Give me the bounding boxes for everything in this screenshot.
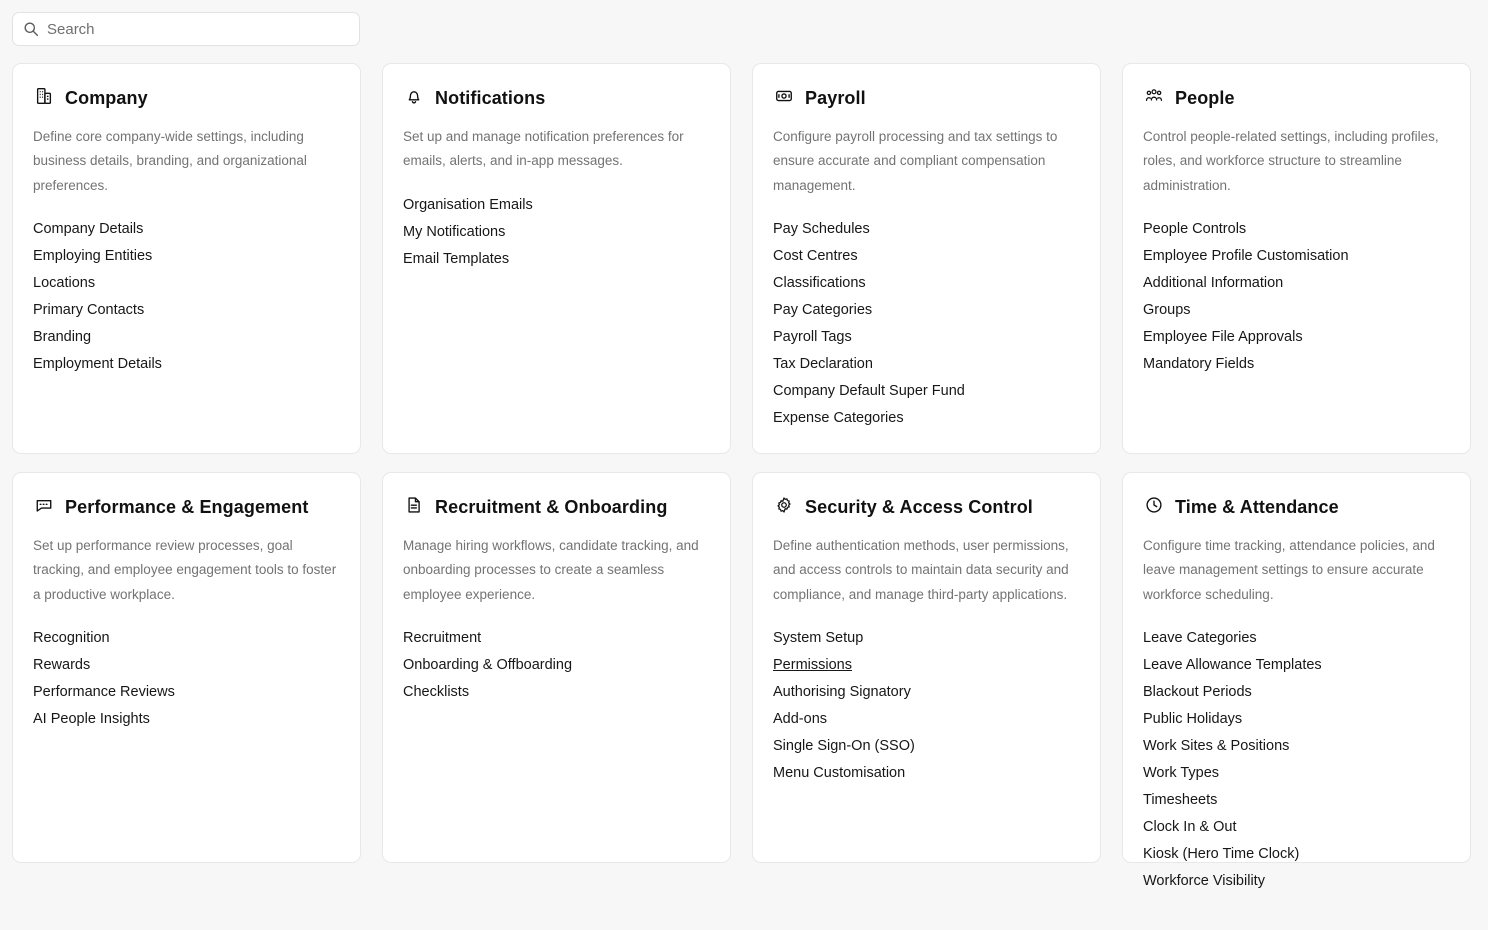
list-item[interactable]: Leave Allowance Templates <box>1143 657 1322 674</box>
list-item[interactable]: Leave Categories <box>1143 630 1257 647</box>
settings-card-security-access-control <box>752 472 1101 863</box>
settings-card-recruitment-onboarding <box>382 472 731 863</box>
list-item[interactable]: People Controls <box>1143 221 1247 238</box>
list-item[interactable]: Performance Reviews <box>33 684 175 701</box>
card-header <box>403 493 710 522</box>
list-item[interactable]: Permissions <box>773 657 852 674</box>
settings-card-time-attendance <box>1122 472 1471 890</box>
list-item[interactable]: System Setup <box>773 630 864 647</box>
settings-card-people <box>1122 63 1471 454</box>
list-item[interactable]: Tax Declaration <box>773 356 873 373</box>
list-item[interactable]: Email Templates <box>403 250 510 267</box>
card-link-list <box>773 216 1080 432</box>
card-link-list <box>403 192 710 273</box>
list-item[interactable]: Employee Profile Customisation <box>1143 248 1349 265</box>
list-item[interactable]: Employing Entities <box>33 248 153 265</box>
clock-icon <box>1143 494 1165 516</box>
list-item[interactable]: Mandatory Fields <box>1143 356 1255 373</box>
list-item[interactable]: Recruitment <box>403 630 482 647</box>
card-header <box>773 493 1080 522</box>
list-item[interactable]: Workforce Visibility <box>1143 873 1265 890</box>
list-item[interactable]: Employment Details <box>33 356 162 373</box>
list-item[interactable]: Company Details <box>33 221 144 238</box>
card-title: Company <box>65 88 148 108</box>
list-item[interactable]: Single Sign-On (SSO) <box>773 738 915 755</box>
list-item[interactable]: Authorising Signatory <box>773 684 911 701</box>
card-title: Performance & Engagement <box>65 497 309 517</box>
card-link-list <box>33 216 340 378</box>
card-header <box>773 84 1080 113</box>
list-item[interactable]: Classifications <box>773 275 866 292</box>
list-item[interactable]: Cost Centres <box>773 248 858 265</box>
list-item[interactable]: Onboarding & Offboarding <box>403 657 573 674</box>
list-item[interactable]: Locations <box>33 275 96 292</box>
list-item[interactable]: Clock In & Out <box>1143 819 1237 836</box>
search-icon <box>23 21 39 37</box>
card-title: Recruitment & Onboarding <box>435 497 668 517</box>
card-header <box>33 493 340 522</box>
card-description: Configure time tracking, attendance policies, and leave management settings to ensure accurate workforce scheduling. <box>1143 537 1435 602</box>
list-item[interactable]: Checklists <box>403 684 470 701</box>
list-item[interactable]: Timesheets <box>1143 792 1218 809</box>
card-description: Set up and manage notification preferences for emails, alerts, and in-app messages. <box>403 128 684 169</box>
settings-card-notifications <box>382 63 731 454</box>
settings-card-performance-engagement <box>12 472 361 863</box>
card-link-list <box>403 625 710 706</box>
list-item[interactable]: Primary Contacts <box>33 302 145 319</box>
list-item[interactable]: Blackout Periods <box>1143 684 1252 701</box>
building-icon <box>33 85 55 107</box>
list-item[interactable]: AI People Insights <box>33 711 150 728</box>
card-link-list <box>1143 625 1450 895</box>
list-item[interactable]: Employee File Approvals <box>1143 329 1303 346</box>
card-title: Payroll <box>805 88 866 108</box>
bell-icon <box>403 85 425 107</box>
list-item[interactable]: Pay Schedules <box>773 221 870 238</box>
settings-card-grid <box>12 63 1476 890</box>
card-description: Control people-related settings, including profiles, roles, and workforce structure to streamline administration. <box>1143 128 1439 193</box>
list-item[interactable]: Menu Customisation <box>773 765 906 782</box>
card-header <box>33 84 340 113</box>
card-title: People <box>1175 88 1235 108</box>
list-item[interactable]: My Notifications <box>403 223 506 240</box>
search-input[interactable] <box>47 13 349 45</box>
card-description: Define authentication methods, user permissions, and access controls to maintain data security and compliance, and manage third-party applications. <box>773 537 1069 602</box>
list-item[interactable]: Kiosk (Hero Time Clock) <box>1143 846 1300 863</box>
card-link-list <box>33 625 340 733</box>
card-header <box>403 84 710 113</box>
list-item[interactable]: Company Default Super Fund <box>773 383 965 400</box>
settings-card-payroll <box>752 63 1101 454</box>
gear-icon <box>773 494 795 516</box>
list-item[interactable]: Organisation Emails <box>403 196 533 213</box>
list-item[interactable]: Rewards <box>33 657 91 674</box>
list-item[interactable]: Pay Categories <box>773 302 873 319</box>
card-title: Notifications <box>435 88 546 108</box>
list-item[interactable]: Add-ons <box>773 711 828 728</box>
list-item[interactable]: Payroll Tags <box>773 329 852 346</box>
list-item[interactable]: Branding <box>33 329 92 346</box>
card-title: Time & Attendance <box>1175 497 1339 517</box>
money-icon <box>773 85 795 107</box>
list-item[interactable]: Additional Information <box>1143 275 1284 292</box>
list-item[interactable]: Work Sites & Positions <box>1143 738 1290 755</box>
card-description: Configure payroll processing and tax settings to ensure accurate and compliant compensation management. <box>773 128 1058 193</box>
list-item[interactable]: Expense Categories <box>773 410 904 427</box>
card-link-list <box>1143 216 1450 378</box>
list-item[interactable]: Work Types <box>1143 765 1220 782</box>
card-link-list <box>773 625 1080 787</box>
chat-icon <box>33 494 55 516</box>
list-item[interactable]: Groups <box>1143 302 1191 319</box>
search-field-container[interactable] <box>12 12 360 46</box>
settings-card-company <box>12 63 361 454</box>
card-description: Manage hiring workflows, candidate tracking, and onboarding processes to create a seamless employee experience. <box>403 537 699 602</box>
card-description: Define core company-wide settings, including business details, branding, and organizational preferences. <box>33 128 307 193</box>
list-item[interactable]: Public Holidays <box>1143 711 1243 728</box>
list-item[interactable]: Recognition <box>33 630 110 647</box>
document-icon <box>403 494 425 516</box>
card-header <box>1143 84 1450 113</box>
people-icon <box>1143 85 1165 107</box>
card-description: Set up performance review processes, goal tracking, and employee engagement tools to foster a productive workplace. <box>33 537 337 602</box>
card-header <box>1143 493 1450 522</box>
card-title: Security & Access Control <box>805 497 1033 517</box>
